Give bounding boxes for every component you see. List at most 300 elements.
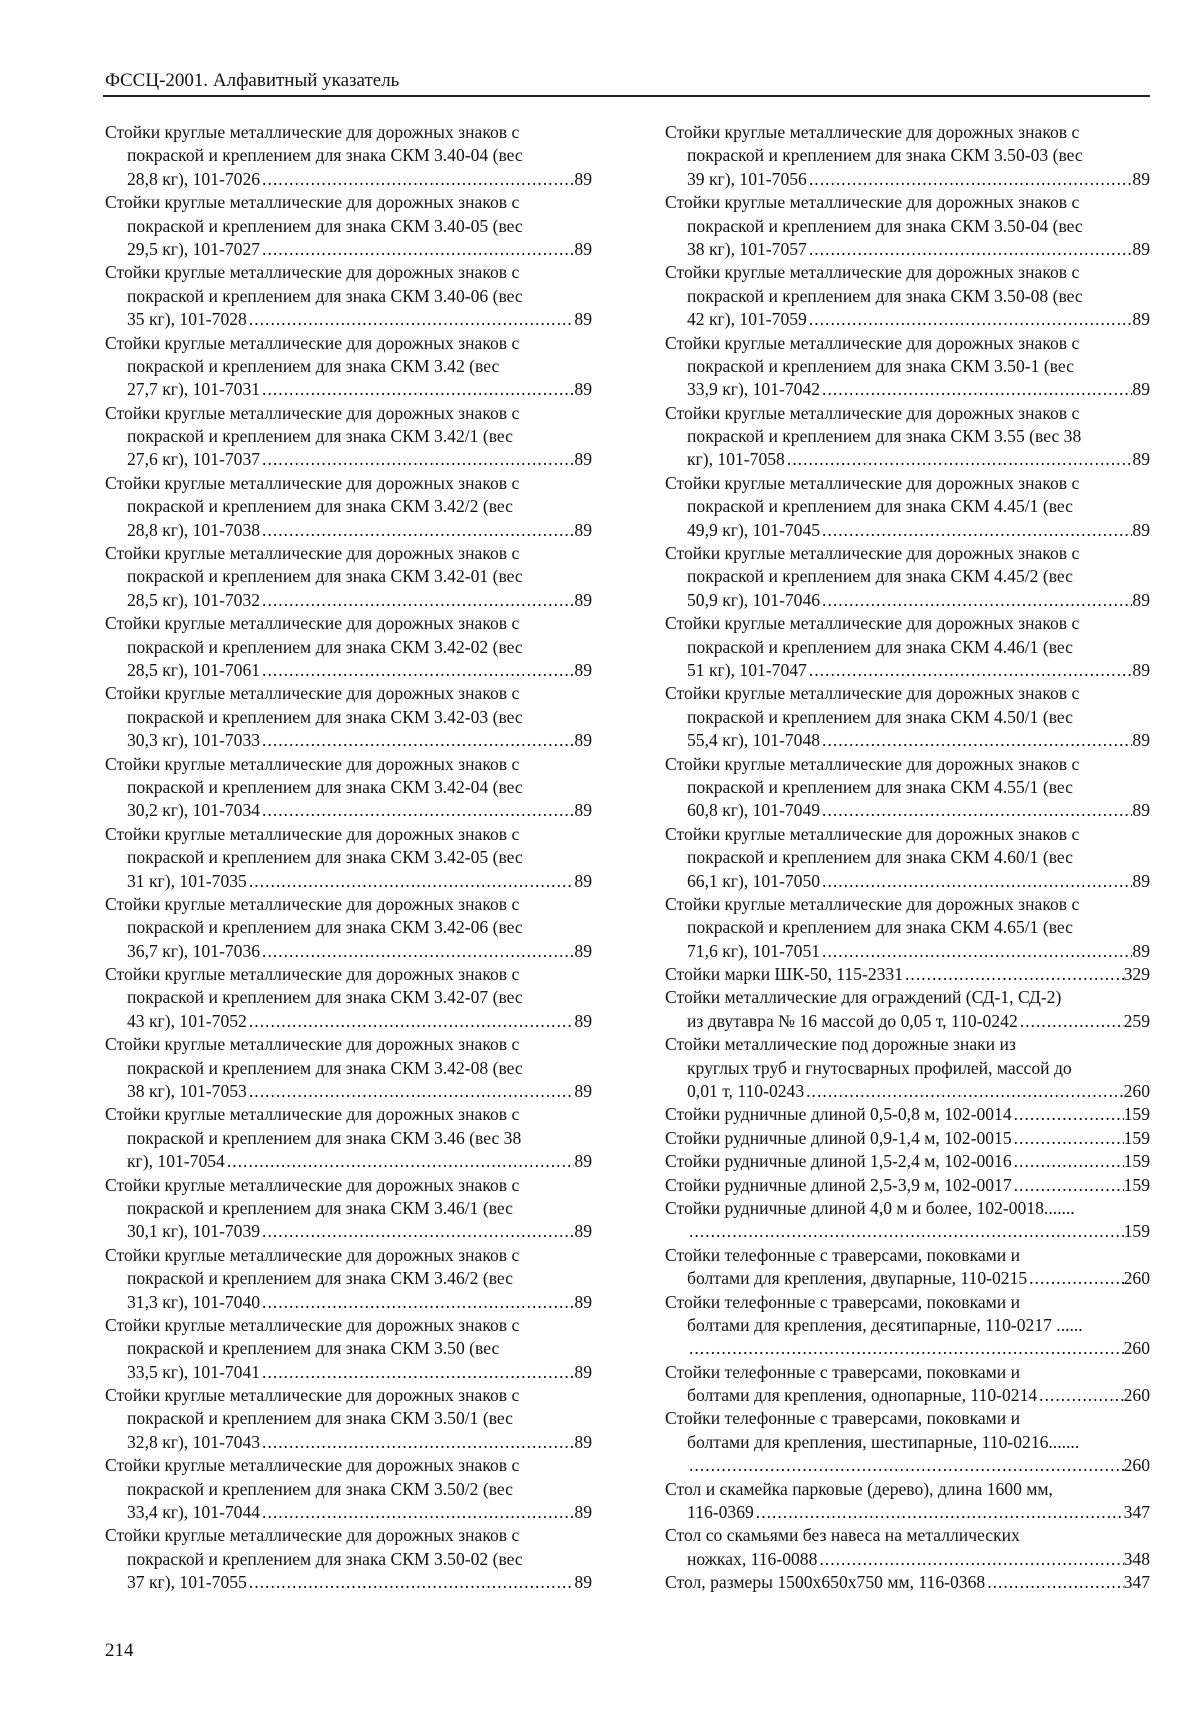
entry-text-line: Стойки круглые металлические для дорожных знаков с [105,613,520,634]
leader-dots [247,870,575,893]
entry-text-line: Стойки круглые металлические для дорожных знаков с [105,1455,520,1476]
leader-dots [260,519,574,542]
entry-last-line [105,1431,592,1454]
leader-dots [754,1501,1124,1524]
entry-text-line: покраской и креплением для знака СКМ 4.55/1 (вес [687,776,1073,797]
entry-text-line: покраской и креплением для знака СКМ 4.45/1 (вес [687,496,1073,517]
entry-last-line [105,1571,592,1594]
leader-dots [260,1431,574,1454]
entry-page-ref: 348 [1123,1548,1150,1569]
index-entry [105,682,592,752]
entry-page-ref: 159 [1123,1174,1150,1195]
entry-text: 28,5 кг), 101-7061 [127,659,261,680]
leader-dots [260,799,574,822]
index-entry [665,1197,1150,1244]
index-entry [665,332,1150,402]
entry-page-ref: 89 [574,519,592,540]
entry-text: 33,5 кг), 101-7041 [127,1361,261,1382]
entry-text: 39 кг), 101-7056 [687,168,807,189]
entry-text: 35 кг), 101-7028 [127,309,247,330]
entry-text: 43 кг), 101-7052 [127,1010,247,1031]
entry-text-line: покраской и креплением для знака СКМ 3.40-06 (вес [127,285,523,306]
entry-last-line [665,729,1150,752]
entry-text-line: Стойки круглые металлические для дорожных знаков с [105,893,520,914]
index-entry [105,612,592,682]
index-entry [665,1407,1150,1477]
entry-text-line: покраской и креплением для знака СКМ 3.50-02 (вес [127,1548,523,1569]
entry-page-ref: 260 [1123,1455,1150,1476]
entry-last-line [105,799,592,822]
entry-last-line [665,448,1150,471]
index-entry [665,986,1150,1033]
entry-text: 66,1 кг), 101-7050 [687,870,821,891]
index-entry [105,261,592,331]
index-entry [105,1524,592,1594]
entry-text: ножках, 116-0088 [687,1548,818,1569]
entry-text-line: Стойки металлические для ограждений (СД-1, СД-2) [665,987,1062,1008]
entry-last-line [665,1454,1150,1477]
leader-dots [687,1337,1124,1360]
entry-text-line: покраской и креплением для знака СКМ 3.42 (вес [127,355,500,376]
entry-page-ref: 89 [574,589,592,610]
entry-text-line: Стойки круглые металлические для дорожных знаков с [665,402,1080,423]
index-entry [665,612,1150,682]
entry-text: 30,1 кг), 101-7039 [127,1221,261,1242]
entry-text-line: покраской и креплением для знака СКМ 3.42/2 (вес [127,496,513,517]
leader-dots [247,1571,575,1594]
entry-last-line [665,659,1150,682]
entry-page-ref: 89 [1132,800,1150,821]
entry-page-ref: 89 [574,730,592,751]
leader-dots [820,519,1132,542]
entry-last-line [105,729,592,752]
index-entry [665,682,1150,752]
entry-text: 31 кг), 101-7035 [127,870,247,891]
entry-text-line: Стойки круглые металлические для дорожных знаков с [665,753,1080,774]
entry-last-line [105,238,592,261]
entry-last-line [105,1291,592,1314]
entry-page-ref: 260 [1123,1338,1150,1359]
entry-text: болтами для крепления, двупарные, 110-0215 [687,1268,1028,1289]
entry-text-line: Стойки круглые металлические для дорожных знаков с [105,1174,520,1195]
entry-text-line: покраской и креплением для знака СКМ 4.50/1 (вес [687,706,1073,727]
entry-text: 30,2 кг), 101-7034 [127,800,261,821]
leader-dots [247,308,575,331]
entry-text-line: Стойки круглые металлические для дорожных знаков с [665,122,1080,142]
index-entry [665,191,1150,261]
entry-text-line: Стойки круглые металлические для дорожных знаков с [105,753,520,774]
entry-page-ref: 159 [1123,1221,1150,1242]
entry-text-line: покраской и креплением для знака СКМ 3.42-08 (вес [127,1057,523,1078]
leader-dots [807,238,1133,261]
entry-text-line: покраской и креплением для знака СКМ 4.65/1 (вес [687,917,1073,938]
index-entry [665,542,1150,612]
entry-page-ref: 89 [1132,730,1150,751]
index-entry [665,1127,1150,1150]
leader-dots [260,378,574,401]
entry-last-line [665,1337,1150,1360]
entry-page-ref: 89 [574,449,592,470]
entry-last-line [665,589,1150,612]
entry-text-line: покраской и креплением для знака СКМ 3.50/2 (вес [127,1478,513,1499]
entry-page-ref: 329 [1123,964,1150,985]
entry-text-line: Стойки металлические под дорожные знаки из [665,1034,1016,1055]
entry-text-line: Стойки круглые металлические для дорожных знаков с [665,823,1080,844]
entry-text: 42 кг), 101-7059 [687,309,807,330]
entry-text-line: покраской и креплением для знака СКМ 3.55 (вес 38 [687,426,1082,447]
entry-text-line: Стойки круглые металлические для дорожных знаков с [105,122,520,142]
index-entry [105,1033,592,1103]
entry-page-ref: 347 [1123,1502,1150,1523]
entry-page-ref: 89 [574,1361,592,1382]
index-entry [665,261,1150,331]
entry-last-line [105,378,592,401]
entry-text-line: Стойки круглые металлические для дорожных знаков с [105,1034,520,1055]
index-entry [665,1571,1150,1594]
entry-text-line: Стойки круглые металлические для дорожных знаков с [665,472,1080,493]
entry-page-ref: 89 [1132,449,1150,470]
entry-text: 33,9 кг), 101-7042 [687,379,821,400]
entry-page-ref: 89 [574,940,592,961]
entry-text: 28,5 кг), 101-7032 [127,589,261,610]
entry-text: 51 кг), 101-7047 [687,659,807,680]
entry-text-line: покраской и креплением для знака СКМ 3.50 (вес [127,1338,500,1359]
index-entry [665,1103,1150,1126]
entry-last-line [665,870,1150,893]
entry-last-line [105,1150,592,1173]
entry-text-line: Стойки круглые металлические для дорожных знаков с [665,192,1080,213]
entry-last-line [105,519,592,542]
leader-dots [817,1548,1123,1571]
leader-dots [804,1080,1123,1103]
entry-page-ref: 89 [1132,168,1150,189]
entry-text-line: Стойки круглые металлические для дорожных знаков с [105,1104,520,1125]
entry-text-line: покраской и креплением для знака СКМ 3.42-06 (вес [127,917,523,938]
entry-text: 36,7 кг), 101-7036 [127,940,261,961]
leader-dots [820,940,1132,963]
entry-text-line: Стойки круглые металлические для дорожных знаков с [665,683,1080,704]
entry-text: 37 кг), 101-7055 [127,1572,247,1593]
leader-dots [807,308,1133,331]
entry-text-line: Стойки телефонные с траверсами, поковками и [665,1361,1021,1382]
entry-text-line: покраской и креплением для знака СКМ 3.40-05 (вес [127,215,523,236]
entry-text-line: Стойки круглые металлические для дорожных знаков с [665,893,1080,914]
leader-dots [820,799,1132,822]
leader-dots [1018,1010,1124,1033]
entry-text-line: Стол и скамейка парковые (дерево), длина 1600 мм, [665,1478,1053,1499]
entry-text-line: Стойки круглые металлические для дорожных знаков с [105,1385,520,1406]
entry-text-line: покраской и креплением для знака СКМ 3.50-1 (вес [687,355,1074,376]
entry-text: 33,4 кг), 101-7044 [127,1502,261,1523]
entry-text-line: Стол со скамьями без навеса на металлических [665,1525,1020,1546]
leader-dots [260,238,574,261]
entry-text: Стойки рудничные длиной 0,5-0,8 м, 102-0014 [665,1104,1012,1125]
entry-text-line: покраской и креплением для знака СКМ 3.42-04 (вес [127,776,523,797]
entry-text-line: покраской и креплением для знака СКМ 3.46/2 (вес [127,1268,513,1289]
leader-dots [260,448,574,471]
entry-last-line [665,1267,1150,1290]
entry-page-ref: 89 [574,1502,592,1523]
leader-dots [247,1080,575,1103]
index-entry [105,542,592,612]
index-entry [105,472,592,542]
leader-dots [260,1501,574,1524]
leader-dots [260,1291,574,1314]
entry-text-line: Стойки круглые металлические для дорожных знаков с [105,332,520,353]
leader-dots [687,1454,1124,1477]
entry-text-line: покраской и креплением для знака СКМ 3.42/1 (вес [127,426,513,447]
entry-last-line [665,1220,1150,1243]
entry-text-line: покраской и креплением для знака СКМ 4.46/1 (вес [687,636,1073,657]
index-entry [665,472,1150,542]
entry-page-ref: 89 [574,168,592,189]
entry-text: 32,8 кг), 101-7043 [127,1431,261,1452]
entry-text-line: болтами для крепления, шестипарные, 110-0216....... [687,1431,1080,1452]
entry-text: 31,3 кг), 101-7040 [127,1291,261,1312]
entry-text-line: покраской и креплением для знака СКМ 3.40-04 (вес [127,145,523,166]
entry-text: 71,6 кг), 101-7051 [687,940,821,961]
entry-text: Стол, размеры 1500х650х750 мм, 116-0368 [665,1572,986,1593]
entry-page-ref: 89 [1132,589,1150,610]
index-entry [105,1103,592,1173]
entry-text: кг), 101-7058 [687,449,785,470]
entry-text-line: Стойки круглые металлические для дорожных знаков с [105,964,520,985]
leader-dots [260,168,574,191]
entry-text-line: Стойки рудничные длиной 4,0 м и более, 102-0018....... [665,1197,1075,1218]
entry-text: из двутавра № 16 массой до 0,05 т, 110-0242 [687,1010,1018,1031]
index-entry [105,963,592,1033]
entry-text-line: покраской и креплением для знака СКМ 3.46 (вес 38 [127,1127,522,1148]
entry-last-line [665,1103,1150,1126]
leader-dots [1012,1103,1124,1126]
index-entry [105,823,592,893]
page-number: 214 [105,1640,134,1661]
entry-last-line [665,963,1150,986]
index-entry [105,1314,592,1384]
entry-page-ref: 89 [574,309,592,330]
entry-page-ref: 89 [1132,659,1150,680]
entry-last-line [105,1080,592,1103]
entry-text-line: покраской и креплением для знака СКМ 3.42-01 (вес [127,566,523,587]
entry-last-line [665,1501,1150,1524]
entry-page-ref: 159 [1123,1151,1150,1172]
index-entry [665,823,1150,893]
index-entry [665,1033,1150,1103]
entry-page-ref: 89 [574,1010,592,1031]
entry-page-ref: 89 [1132,519,1150,540]
index-entry [105,1454,592,1524]
entry-last-line [105,940,592,963]
leader-dots [1027,1267,1123,1290]
entry-text-line: покраской и креплением для знака СКМ 3.42-05 (вес [127,847,523,868]
entry-last-line [665,308,1150,331]
entry-text-line: Стойки круглые металлические для дорожных знаков с [105,1525,520,1546]
entry-text-line: Стойки круглые металлические для дорожных знаков с [105,1314,520,1335]
leader-dots [785,448,1133,471]
index-entry [665,1174,1150,1197]
entry-last-line [105,589,592,612]
entry-page-ref: 89 [1132,870,1150,891]
leader-dots [1012,1174,1124,1197]
entry-page-ref: 89 [1132,309,1150,330]
entry-text-line: Стойки телефонные с траверсами, поковками и [665,1408,1021,1429]
index-entry [105,1244,592,1314]
entry-text-line: Стойки круглые металлические для дорожных знаков с [105,543,520,564]
entry-last-line [665,1080,1150,1103]
entry-text-line: Стойки круглые металлические для дорожных знаков с [665,543,1080,564]
entry-last-line [665,1010,1150,1033]
entry-page-ref: 89 [1132,940,1150,961]
leader-dots [1037,1384,1123,1407]
entry-text: 38 кг), 101-7053 [127,1081,247,1102]
entry-page-ref: 260 [1123,1268,1150,1289]
entry-text-line: Стойки круглые металлические для дорожных знаков с [105,823,520,844]
leader-dots [260,1220,574,1243]
entry-last-line [105,1501,592,1524]
entry-text-line: покраской и креплением для знака СКМ 3.42-03 (вес [127,706,523,727]
entry-text: 30,3 кг), 101-7033 [127,730,261,751]
entry-text-line: Стойки телефонные с траверсами, поковками и [665,1291,1021,1312]
entry-text-line: покраской и креплением для знака СКМ 3.50-03 (вес [687,145,1083,166]
entry-page-ref: 259 [1123,1010,1150,1031]
leader-dots [820,378,1132,401]
index-entry [665,963,1150,986]
entry-page-ref: 89 [574,1291,592,1312]
leader-dots [687,1220,1124,1243]
leader-dots [260,1361,574,1384]
entry-last-line [105,308,592,331]
index-entry [105,1384,592,1454]
entry-last-line [665,1384,1150,1407]
index-entry [105,191,592,261]
left-column [105,121,592,1595]
entry-text-line: Стойки круглые металлические для дорожных знаков с [105,402,520,423]
entry-last-line [665,940,1150,963]
entry-text: 28,8 кг), 101-7038 [127,519,261,540]
entry-text: 55,4 кг), 101-7048 [687,730,821,751]
entry-last-line [665,168,1150,191]
entry-text: болтами для крепления, однопарные, 110-0214 [687,1385,1038,1406]
index-entry [105,753,592,823]
entry-page-ref: 89 [574,870,592,891]
entry-page-ref: 89 [574,1151,592,1172]
index-entry [105,402,592,472]
entry-page-ref: 89 [574,379,592,400]
leader-dots [260,659,574,682]
entry-text: 60,8 кг), 101-7049 [687,800,821,821]
index-entry [665,402,1150,472]
index-entry [665,893,1150,963]
index-entry [105,893,592,963]
entry-last-line [105,448,592,471]
entry-last-line [665,1571,1150,1594]
entry-text-line: болтами для крепления, десятипарные, 110-0217 ...... [687,1314,1083,1335]
leader-dots [985,1571,1123,1594]
leader-dots [1012,1150,1124,1173]
entry-page-ref: 89 [574,1431,592,1452]
entry-last-line [665,1174,1150,1197]
entry-text-line: Стойки круглые металлические для дорожных знаков с [105,472,520,493]
entry-page-ref: 89 [1132,379,1150,400]
leader-dots [260,940,574,963]
entry-text-line: покраской и креплением для знака СКМ 4.45/2 (вес [687,566,1073,587]
entry-text: 38 кг), 101-7057 [687,238,807,259]
entry-text: Стойки рудничные длиной 1,5-2,4 м, 102-0016 [665,1151,1012,1172]
entry-page-ref: 89 [1132,238,1150,259]
entry-text-line: покраской и креплением для знака СКМ 3.50/1 (вес [127,1408,513,1429]
entry-text-line: круглых труб и гнутосварных профилей, массой до [687,1057,1072,1078]
leader-dots [1012,1127,1124,1150]
right-column [665,121,1150,1595]
entry-text-line: Стойки круглые металлические для дорожных знаков с [665,262,1080,283]
index-entry [665,1244,1150,1291]
entry-page-ref: 89 [574,1572,592,1593]
entry-page-ref: 159 [1123,1104,1150,1125]
entry-last-line [665,1150,1150,1173]
index-entry [105,121,592,191]
entry-last-line [665,519,1150,542]
entry-text: 28,8 кг), 101-7026 [127,168,261,189]
leader-dots [225,1150,575,1173]
entry-page-ref: 89 [574,800,592,821]
leader-dots [820,870,1132,893]
index-entry [665,753,1150,823]
entry-last-line [665,1127,1150,1150]
index-entry [665,1291,1150,1361]
entry-text-line: покраской и креплением для знака СКМ 3.50-08 (вес [687,285,1083,306]
entry-last-line [105,1010,592,1033]
entry-text: Стойки марки ШК-50, 115-2331 [665,964,904,985]
entry-page-ref: 347 [1123,1572,1150,1593]
index-entry [665,1478,1150,1525]
entry-page-ref: 89 [574,659,592,680]
entry-page-ref: 260 [1123,1081,1150,1102]
entry-last-line [105,659,592,682]
entry-text: Стойки рудничные длиной 2,5-3,9 м, 102-0017 [665,1174,1012,1195]
entry-text: 50,9 кг), 101-7046 [687,589,821,610]
leader-dots [247,1010,575,1033]
entry-last-line [105,1361,592,1384]
entry-text-line: Стойки круглые металлические для дорожных знаков с [665,613,1080,634]
page-header: ФССЦ-2001. Алфавитный указатель [105,70,400,91]
index-entry [665,1524,1150,1571]
entry-text-line: покраской и креплением для знака СКМ 3.42-07 (вес [127,987,523,1008]
entry-text-line: покраской и креплением для знака СКМ 4.60/1 (вес [687,847,1073,868]
entry-page-ref: 89 [574,1221,592,1242]
entry-last-line [105,870,592,893]
index-entry [105,332,592,402]
entry-text-line: покраской и креплением для знака СКМ 3.46/1 (вес [127,1197,513,1218]
entry-text-line: покраской и креплением для знака СКМ 3.50-04 (вес [687,215,1083,236]
entry-text-line: Стойки круглые металлические для дорожных знаков с [105,262,520,283]
leader-dots [820,589,1132,612]
entry-text: 27,7 кг), 101-7031 [127,379,261,400]
entry-last-line [665,799,1150,822]
entry-text: 0,01 т, 110-0243 [687,1081,805,1102]
entry-page-ref: 89 [574,1081,592,1102]
entry-text: кг), 101-7054 [127,1151,225,1172]
entry-text-line: Стойки круглые металлические для дорожных знаков с [665,332,1080,353]
entry-text: 27,6 кг), 101-7037 [127,449,261,470]
entry-last-line [105,168,592,191]
entry-last-line [665,238,1150,261]
entry-last-line [105,1220,592,1243]
leader-dots [903,963,1124,986]
entry-text-line: Стойки круглые металлические для дорожных знаков с [105,683,520,704]
entry-page-ref: 159 [1123,1127,1150,1148]
index-entry [665,121,1150,191]
leader-dots [807,168,1133,191]
